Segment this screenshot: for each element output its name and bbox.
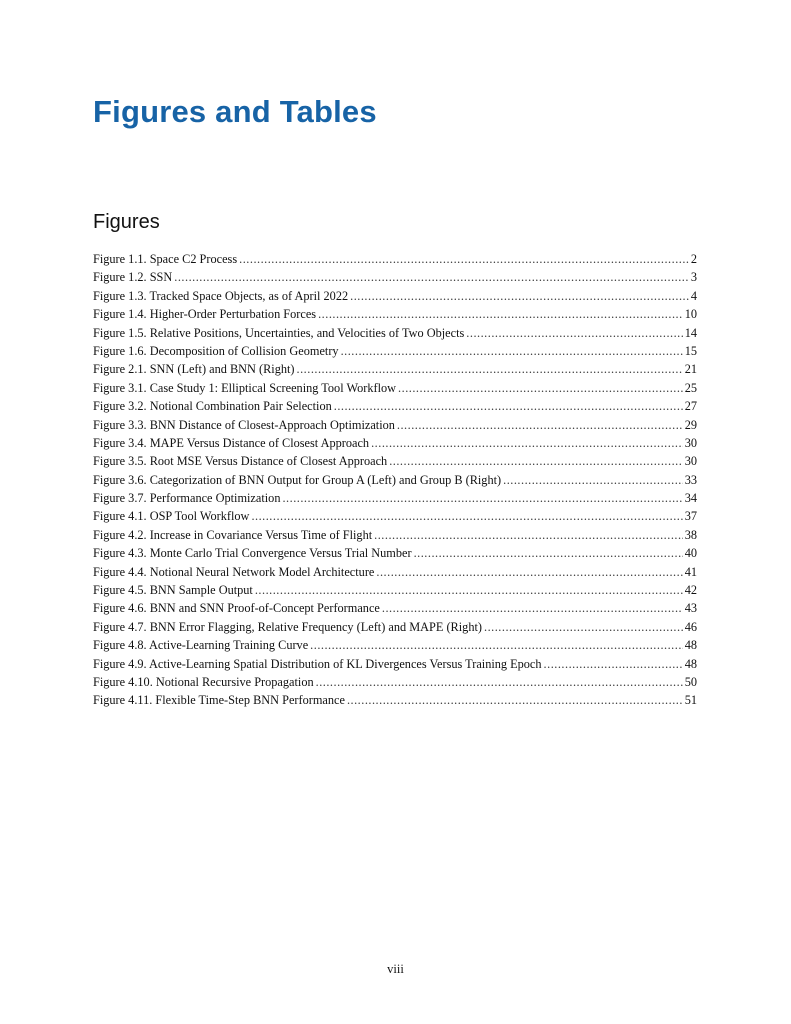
toc-entry-label: Figure 4.10. Notional Recursive Propagation bbox=[93, 674, 314, 689]
toc-entry-page: 15 bbox=[684, 343, 697, 358]
dot-leader bbox=[341, 342, 683, 360]
toc-entry-page: 41 bbox=[684, 564, 697, 579]
toc-entry[interactable] bbox=[93, 563, 697, 581]
toc-entry[interactable] bbox=[93, 360, 697, 378]
toc-entry[interactable] bbox=[93, 636, 697, 654]
toc-entry-label: Figure 4.11. Flexible Time-Step BNN Performance bbox=[93, 693, 345, 708]
toc-entry-page: 40 bbox=[684, 546, 697, 561]
toc-entry-label: Figure 3.5. Root MSE Versus Distance of Closest Approach bbox=[93, 454, 388, 469]
toc-entry-label: Figure 4.8. Active-Learning Training Curve bbox=[93, 638, 309, 653]
toc-entry-page: 10 bbox=[684, 307, 697, 322]
dot-leader bbox=[310, 636, 683, 654]
toc-entry-label: Figure 4.9. Active-Learning Spatial Distribution of KL Divergences Versus Training Epoch bbox=[93, 656, 542, 671]
toc-entry-label: Figure 4.3. Monte Carlo Trial Convergence Versus Trial Number bbox=[93, 546, 412, 561]
toc-entry-page: 21 bbox=[684, 362, 697, 377]
toc-entry-page: 3 bbox=[690, 270, 697, 285]
toc-entry-page: 4 bbox=[690, 288, 697, 303]
toc-entry[interactable] bbox=[93, 324, 697, 342]
toc-entry-page: 25 bbox=[684, 380, 697, 395]
dot-leader bbox=[239, 250, 689, 268]
dot-leader bbox=[350, 287, 689, 305]
toc-entry-label: Figure 3.2. Notional Combination Pair Selection bbox=[93, 399, 332, 414]
toc-entry[interactable] bbox=[93, 507, 697, 525]
toc-entry-page: 37 bbox=[684, 509, 697, 524]
toc-entry[interactable] bbox=[93, 489, 697, 507]
toc-entry-label: Figure 1.3. Tracked Space Objects, as of April 2022 bbox=[93, 288, 349, 303]
toc-entry-page: 38 bbox=[684, 527, 697, 542]
toc-entry-label: Figure 3.4. MAPE Versus Distance of Closest Approach bbox=[93, 435, 370, 450]
dot-leader bbox=[466, 324, 682, 342]
toc-entry-page: 30 bbox=[684, 435, 697, 450]
dot-leader bbox=[376, 563, 682, 581]
toc-entry-page: 46 bbox=[684, 619, 697, 634]
dot-leader bbox=[371, 434, 683, 452]
toc-entry[interactable] bbox=[93, 305, 697, 323]
toc-entry-page: 14 bbox=[684, 325, 697, 340]
dot-leader bbox=[251, 507, 682, 525]
toc-entry-label: Figure 4.5. BNN Sample Output bbox=[93, 583, 253, 598]
toc-entry[interactable] bbox=[93, 397, 697, 415]
toc-entry[interactable] bbox=[93, 471, 697, 489]
toc-entry[interactable] bbox=[93, 599, 697, 617]
dot-leader bbox=[255, 581, 683, 599]
dot-leader bbox=[282, 489, 682, 507]
toc-entry[interactable] bbox=[93, 544, 697, 562]
dot-leader bbox=[316, 673, 683, 691]
toc-entry[interactable] bbox=[93, 342, 697, 360]
toc-entry-page: 33 bbox=[684, 472, 697, 487]
toc-entry[interactable] bbox=[93, 287, 697, 305]
toc-entry[interactable] bbox=[93, 581, 697, 599]
toc-entry-label: Figure 1.1. Space C2 Process bbox=[93, 252, 238, 266]
toc-entry-label: Figure 4.6. BNN and SNN Proof-of-Concept Performance bbox=[93, 601, 380, 616]
dot-leader bbox=[347, 691, 683, 709]
dot-leader bbox=[318, 305, 683, 323]
dot-leader bbox=[544, 655, 683, 673]
toc-entry-label: Figure 3.7. Performance Optimization bbox=[93, 491, 281, 506]
toc-entry[interactable] bbox=[93, 526, 697, 544]
toc-entry[interactable] bbox=[93, 379, 697, 397]
toc-entry[interactable] bbox=[93, 618, 697, 636]
toc-entry[interactable] bbox=[93, 452, 697, 470]
toc-entry-page: 27 bbox=[684, 399, 697, 414]
toc-entry-page: 51 bbox=[684, 693, 697, 708]
dot-leader bbox=[297, 360, 683, 378]
toc-entry-label: Figure 2.1. SNN (Left) and BNN (Right) bbox=[93, 362, 295, 377]
dot-leader bbox=[397, 416, 683, 434]
toc-entry-label: Figure 3.3. BNN Distance of Closest-Approach Optimization bbox=[93, 417, 395, 432]
toc-entry-page: 42 bbox=[684, 583, 697, 598]
toc-entry[interactable] bbox=[93, 268, 697, 286]
toc-entry-page: 50 bbox=[684, 674, 697, 689]
dot-leader bbox=[389, 452, 683, 470]
toc-entry-label: Figure 4.4. Notional Neural Network Model Architecture bbox=[93, 564, 375, 579]
dot-leader bbox=[414, 544, 683, 562]
toc-entry-label: Figure 3.6. Categorization of BNN Output for Group A (Left) and Group B (Right) bbox=[93, 472, 502, 487]
dot-leader bbox=[334, 397, 683, 415]
dot-leader bbox=[374, 526, 683, 544]
toc-entry[interactable] bbox=[93, 655, 697, 673]
toc-entry-label: Figure 3.1. Case Study 1: Elliptical Screening Tool Workflow bbox=[93, 380, 397, 395]
figures-list bbox=[93, 250, 697, 710]
toc-entry-page: 29 bbox=[684, 417, 697, 432]
toc-entry-label: Figure 4.1. OSP Tool Workflow bbox=[93, 509, 250, 524]
toc-entry[interactable] bbox=[93, 416, 697, 434]
toc-entry[interactable] bbox=[93, 250, 697, 268]
page-number: viii bbox=[387, 962, 404, 976]
toc-entry-label: Figure 1.2. SSN bbox=[93, 270, 173, 285]
toc-entry-page: 43 bbox=[684, 601, 697, 616]
toc-entry-label: Figure 4.7. BNN Error Flagging, Relative Frequency (Left) and MAPE (Right) bbox=[93, 619, 482, 634]
toc-entry-label: Figure 4.2. Increase in Covariance Versus Time of Flight bbox=[93, 527, 373, 542]
toc-entry-page: 2 bbox=[690, 252, 697, 266]
toc-entry-label: Figure 1.5. Relative Positions, Uncertainties, and Velocities of Two Objects bbox=[93, 325, 465, 340]
toc-entry-page: 30 bbox=[684, 454, 697, 469]
toc-entry-page: 48 bbox=[684, 656, 697, 671]
dot-leader bbox=[174, 268, 689, 286]
section-title-figures: Figures bbox=[93, 211, 160, 233]
toc-entry[interactable] bbox=[93, 691, 697, 709]
toc-entry-page: 48 bbox=[684, 638, 697, 653]
dot-leader bbox=[382, 599, 683, 617]
toc-entry-label: Figure 1.6. Decomposition of Collision Geometry bbox=[93, 343, 339, 358]
page-title: Figures and Tables bbox=[93, 94, 377, 129]
toc-entry-label: Figure 1.4. Higher-Order Perturbation Forces bbox=[93, 307, 317, 322]
toc-entry[interactable] bbox=[93, 434, 697, 452]
dot-leader bbox=[484, 618, 683, 636]
dot-leader bbox=[503, 471, 683, 489]
toc-entry[interactable] bbox=[93, 673, 697, 691]
toc-entry-page: 34 bbox=[684, 491, 697, 506]
dot-leader bbox=[398, 379, 683, 397]
